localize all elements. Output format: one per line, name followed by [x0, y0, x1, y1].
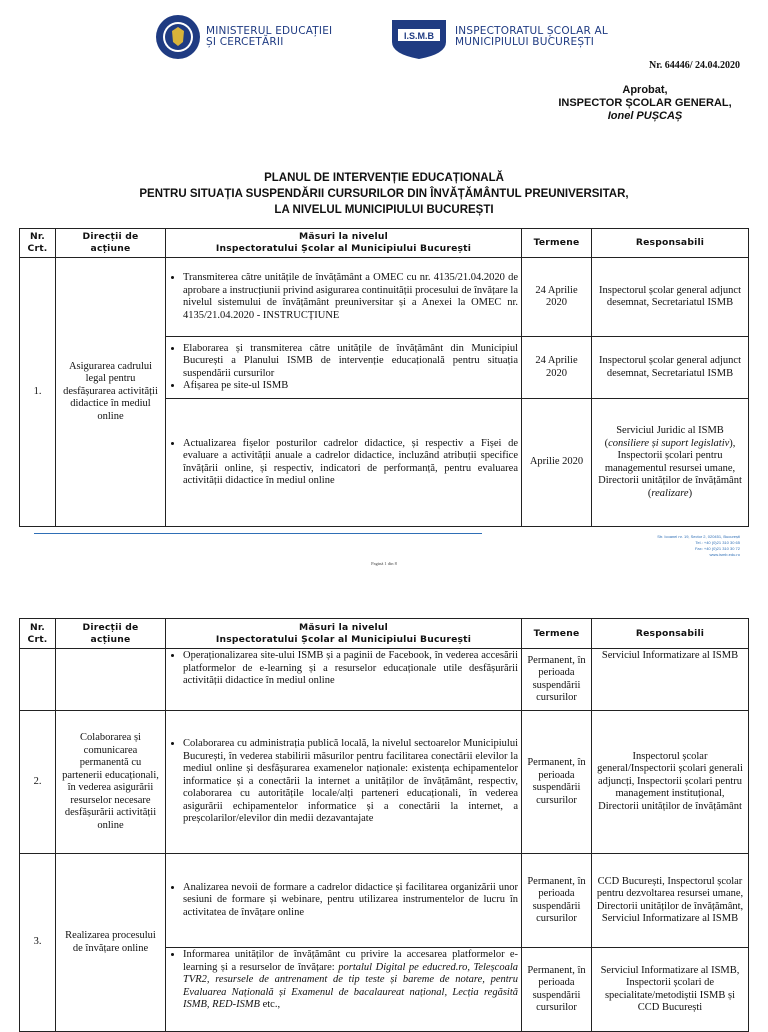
header-deadlines: Termene [522, 229, 592, 258]
table-row [20, 854, 749, 948]
row-term: Permanent, în perioada suspendării cursurilor [522, 948, 592, 1032]
svg-text:I.S.M.B: I.S.M.B [403, 31, 435, 41]
approval-label: Aprobat, [622, 84, 668, 96]
row-term: Permanent, în perioada suspendării cursurilor [522, 711, 592, 854]
row-direction [56, 649, 166, 711]
row-responsible: Serviciul Informatizare al ISMB [592, 649, 749, 711]
row-responsible: Inspectorul școlar general adjunct desemnat, Secretariatul ISMB [592, 258, 749, 337]
row-direction: Asigurarea cadrului legal pentru desfășurarea activității didactice în mediul online [56, 258, 166, 527]
row-direction: Colaborarea și comunicarea permanentă cu partenerii educaționali, în vederea asigurării resurselor necesare desfășurării activității online [56, 711, 166, 854]
header-measures: Măsuri la nivelul Inspectoratului Școlar al Municipiului București [166, 229, 522, 258]
row-term: 24 Aprilie 2020 [522, 337, 592, 399]
row-responsible: CCD București, Inspectorul școlar pentru dezvoltarea resursei umane, Directorii unităților de învățământ, Serviciul Informatizare al ISMB [592, 854, 749, 948]
table-header-row [20, 229, 749, 258]
row-term: 24 Aprilie 2020 [522, 258, 592, 337]
title-line2: PENTRU SITUAȚIA SUSPENDĂRII CURSURILOR DIN ÎNVĂȚĂMÂNTUL PREUNIVERSITAR, [139, 188, 629, 200]
ismb-crest-icon [388, 14, 450, 60]
ismb-logo [388, 14, 608, 60]
ismb-name-line1: INSPECTORATUL ȘCOLAR AL [455, 25, 608, 37]
row-measure: • Operaționalizarea site-ului ISMB și a paginii de Facebook, în vederea accesării platformelor de e-learning și a resurselor educaționale utile desfășurării activității didactice în mediul online [166, 649, 522, 711]
table-row [20, 711, 749, 854]
header-responsible: Responsabili [592, 229, 749, 258]
header-direction: Direcții de acțiune [56, 619, 166, 649]
header-deadlines: Termene [522, 619, 592, 649]
row-number: 1. [20, 258, 56, 527]
row-number: 3. [20, 854, 56, 1032]
row-measure: • Elaborarea și transmiterea către unitățile de învățământ din Municipiul București a Planului ISMB de intervenție educațională pentru situația suspendării cursurilor • Afișarea pe site-ul ISMB [166, 337, 522, 399]
row-responsible: Inspectorul școlar general/Inspectorii școlari generali adjuncți, Inspectorii școlari pentru management instituțional, Directorii unităților de învățământ [592, 711, 749, 854]
footer-address: Str. Icoanei nr. 19, Sector 2, 020451, București Tel.: +40 (0)21 310 30 65 Fax: +40 (0)21 310 30 72 www.ismb.edu.ro [657, 534, 740, 557]
row-direction: Realizarea procesului de învățare online [56, 854, 166, 1032]
row-measure: • Colaborarea cu administrația publică locală, la nivelul sectoarelor Municipiului București, în vederea stabilirii măsurilor pentru facilitarea conectării elevilor la mediul online și desfășurarea examenelor naționale: existența echipamentelor informatice și a conectării la internet a unităților de învățământ, respectiv, colaborarea cu autoritățile locale/alți parteneri educaționali, în vederea asigurării echipamentelor informatice și a conectării la internet, a preșcolarilor/elevilor din medii dezavantajate [166, 711, 522, 854]
row-responsible: Serviciul Informatizare al ISMB, Inspectorii școlari de specialitate/metodiștii ISMB și CCD București [592, 948, 749, 1032]
header-nr: Nr. Crt. [20, 229, 56, 258]
header-measures: Măsuri la nivelul Inspectoratului Școlar al Municipiului București [166, 619, 522, 649]
approval-block [550, 84, 740, 123]
row-term: Permanent, în perioada suspendării cursurilor [522, 649, 592, 711]
ismb-name-line2: MUNICIPIULUI BUCUREȘTI [455, 36, 595, 48]
header-responsible: Responsabili [592, 619, 749, 649]
header-direction: Direcții de acțiune [56, 229, 166, 258]
row-term: Permanent, în perioada suspendării cursurilor [522, 854, 592, 948]
ministry-name-line2: ȘI CERCETĂRII [206, 36, 284, 48]
ministry-name-line1: MINISTERUL EDUCAȚIEI [206, 25, 333, 37]
table-row [20, 649, 749, 711]
title-line3: LA NIVELUL MUNICIPIULUI BUCUREȘTI [274, 204, 494, 216]
row-measure: • Actualizarea fișelor posturilor cadrelor didactice, și respectiv a Fișei de evaluare a activității anuale a cadrelor didactice, incluzând atribuții specifice învățării online, și respectiv, indicatori de performanță, pentru evaluarea activității didactice în mediul online [166, 399, 522, 527]
row-measure: • Informarea unităților de învățământ cu privire la accesarea platformelor e-learning și a resurselor de învățare: portalul Digital pe educred.ro, Teleșcoala TVR2, resursele de antrenament de tip teste și bareme de notare, pentru Evaluarea Națională și Examenul de bacalaureat național, Lecția regăsită ISMB, RED-ISMB etc., [166, 948, 522, 1032]
table-header-row [20, 619, 749, 649]
ministry-logo [155, 14, 332, 60]
footer-divider [34, 533, 482, 534]
row-number [20, 649, 56, 711]
approval-name: Ionel PUȘCAȘ [607, 110, 683, 122]
row-measure: • Transmiterea către unitățile de învățământ a OMEC cu nr. 4135/21.04.2020 de aprobare a instrucțiunii privind asigurarea continuității procesului de învățare la nivelul sistemului de învățământ preuniversitar și a Anexei la OMEC nr. 4135/21.04.2020 - INSTRUCȚIUNE [166, 258, 522, 337]
document-number: Nr. 64446/ 24.04.2020 [648, 60, 740, 71]
row-term: Aprilie 2020 [522, 399, 592, 527]
row-responsible: Serviciul Juridic al ISMB (consiliere și suport legislativ), Inspectorii școlari pentru managementul resursei umane, Directorii unităților de învățământ (realizare) [592, 399, 749, 527]
plan-table-page1 [19, 228, 749, 527]
document-title [0, 170, 768, 218]
government-seal-icon [155, 14, 201, 60]
plan-table-page2 [19, 618, 749, 1032]
row-measure: • Analizarea nevoii de formare a cadrelor didactice și facilitarea organizării unor sesiuni de formare și webinare, pentru utilizarea instrumentelor de lucru în activitatea de învățare online [166, 854, 522, 948]
header-nr: Nr. Crt. [20, 619, 56, 649]
row-number: 2. [20, 711, 56, 854]
title-line1: PLANUL DE INTERVENȚIE EDUCAȚIONALĂ [264, 172, 504, 184]
row-responsible: Inspectorul școlar general adjunct desemnat, Secretariatul ISMB [592, 337, 749, 399]
approval-role: INSPECTOR ȘCOLAR GENERAL, [558, 97, 732, 109]
table-row [20, 258, 749, 337]
page-number: Pagină 1 din 8 [371, 561, 397, 566]
